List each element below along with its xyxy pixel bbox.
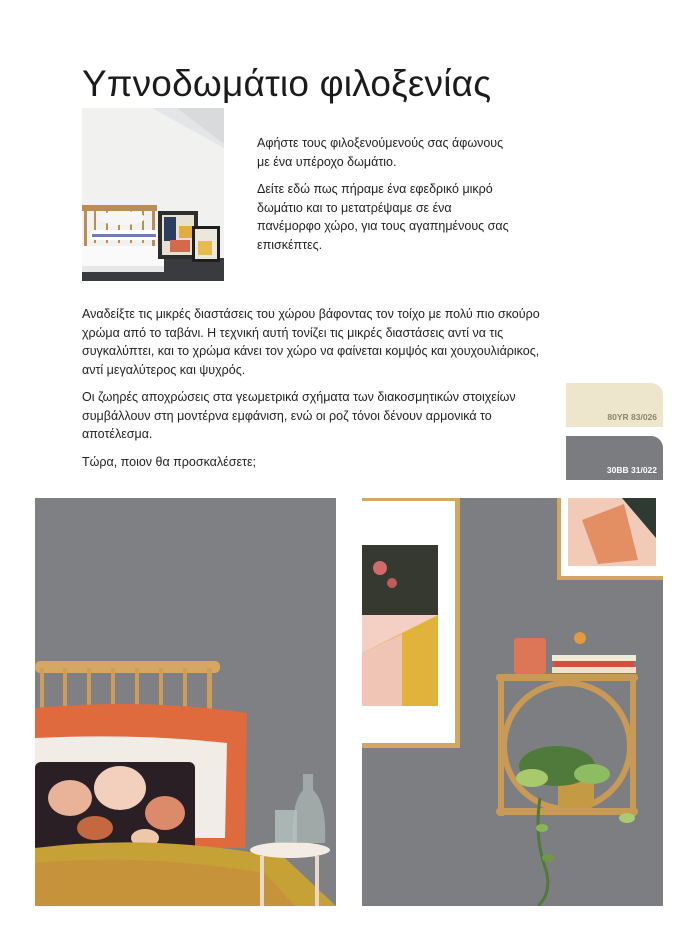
swatch-code: 80YR 83/026 [607, 412, 657, 422]
body-text [82, 305, 542, 480]
shelf-photo [362, 498, 663, 906]
swatch-code: 30BB 31/022 [606, 465, 657, 475]
body-paragraph: Οι ζωηρές αποχρώσεις στα γεωμετρικά σχήματα των διακοσμητικών στοιχείων συμβάλλουν στη μοντέρνα εμφάνιση, ενώ οι ροζ τόνοι δένουν αρμονικά το αποτέλεσμα. [82, 390, 516, 441]
guest-room-photo [82, 108, 224, 281]
body-paragraph: Τώρα, ποιον θα προσκαλέσετε; [82, 454, 256, 469]
page-title: Υπνοδωμάτιο φιλοξενίας [82, 62, 492, 104]
intro-paragraph: Δείτε εδώ πως πήραμε ένα εφεδρικό μικρό δωμάτιο και το μετατρέψαμε σε ένα πανέμορφο χώρο, για τους αγαπημένους σας επισκέπτες. [257, 182, 509, 252]
intro-paragraph: Αφήστε τους φιλοξενούμενούς σας άφωνους με ένα υπέροχο δωμάτιο. [257, 136, 504, 169]
color-swatch-grey [566, 436, 663, 480]
intro-text [257, 134, 517, 263]
body-paragraph: Αναδείξτε τις μικρές διαστάσεις του χώρου βάφοντας τον τοίχο με πολύ πιο σκούρο χρώμα από το ταβάνι. Η τεχνική αυτή τονίζει τις μικρές διαστάσεις αντί να τις συγκαλύπτει, και το χρώμα κάνει τον χώρο να φαίνεται κομψός και χουχουλιάρικος, αντί μεγαλύτερος και ψυχρός. [82, 307, 540, 377]
bed-photo [35, 498, 336, 906]
color-swatch-beige [566, 383, 663, 427]
